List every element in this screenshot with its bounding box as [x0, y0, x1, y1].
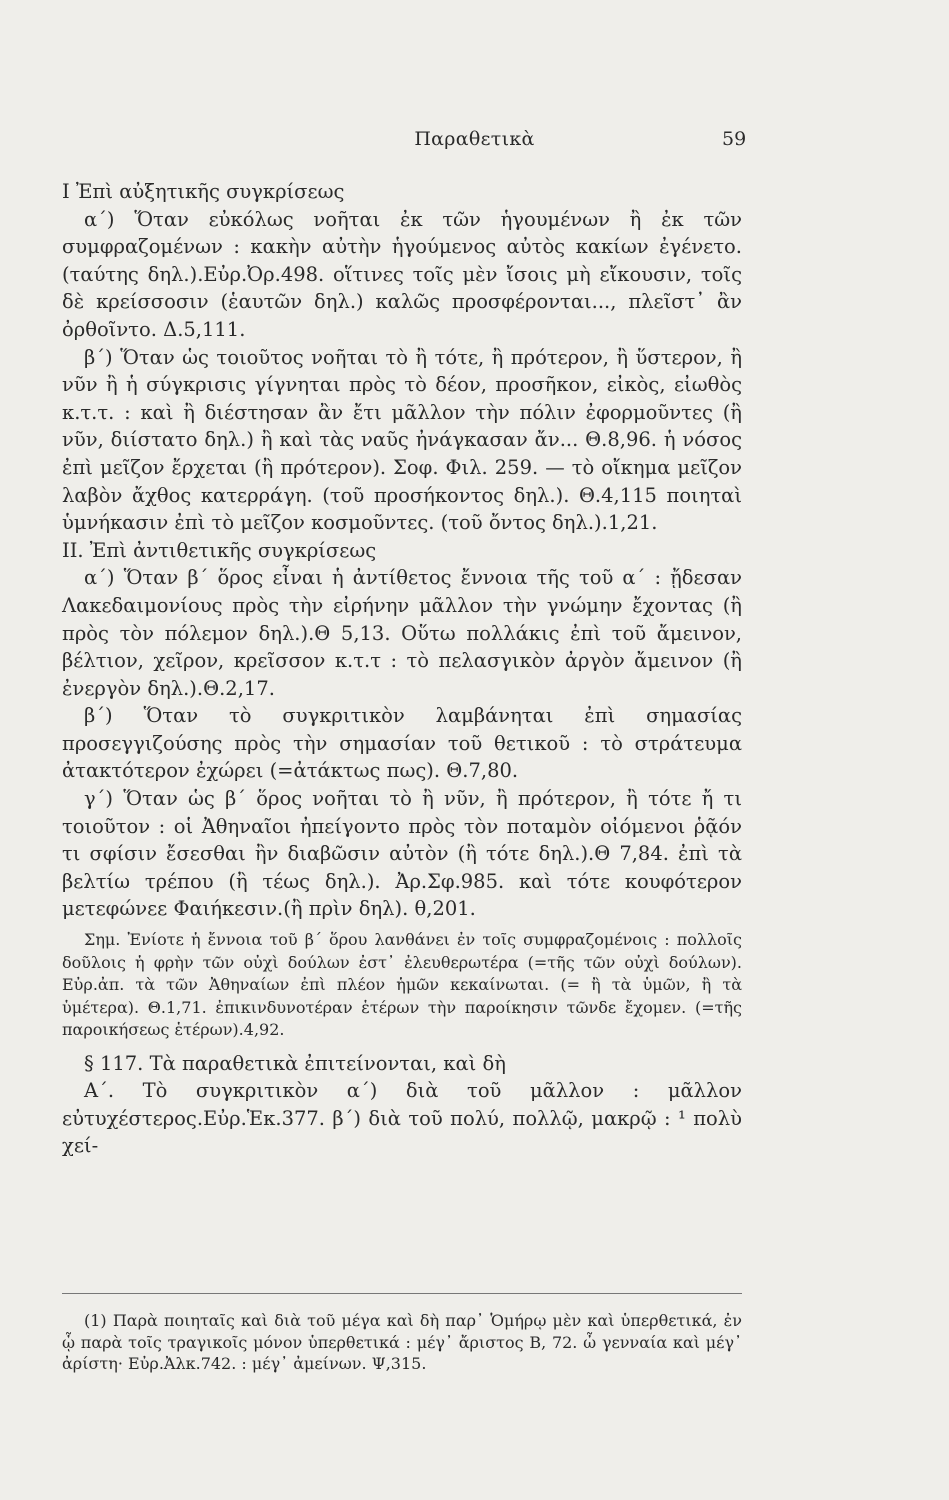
running-title: Παραθετικὰ	[414, 128, 535, 150]
paragraph-i-alpha: α΄) Ὅταν εὐκόλως νοῆται ἐκ τῶν ἡγουμένων ἢ ἐκ τῶν συμφραζομένων : κακὴν αὐτὴν ἡγούμενος αὐτὸς κακίων ἐγένετο. (ταύτης δηλ.).Εὐρ.Ὀρ.498. οἵτινες τοῖς μὲν ἴσοις μὴ εἴκουσιν, τοῖς δὲ κρείσσοσιν (ἑαυτῶν δηλ.) καλῶς προσφέρονται..., πλεῖστ᾽ ἂν ὀρθοῖντο. Δ.5,111.	[62, 207, 742, 341]
heading-i: Ι Ἐπὶ αὐξητικῆς συγκρίσεως	[62, 180, 345, 203]
paragraph-ii-gamma: γ΄) Ὅταν ὡς β΄ ὅρος νοῆται τὸ ἢ νῦν, ἢ πρότερον, ἢ τότε ἤ τι τοιοῦτον : οἱ Ἀθηναῖοι ἠπείγοντο πρὸς τὸν ποταμὸν οἰόμενοι ῥᾷόν τι σφίσιν ἔσεσθαι ἢν διαβῶσιν αὐτὸν (ἢ τότε δηλ.).Θ 7,84. ἐπὶ τὰ βελτίω τρέπου (ἢ τέως δηλ.). Ἀρ.Σφ.985. καὶ τότε κουφότερον μετεφώνεε Φαιήκεσιν.(ἢ πρὶν δηλ). θ,201.	[62, 787, 742, 921]
remark-text: Σημ. Ἐνίοτε ἡ ἔννοια τοῦ β΄ ὅρου λανθάνει ἐν τοῖς συμφραζομένοις : πολλοῖς δοῦλοις ἡ φρὴν τῶν οὐχὶ δούλων ἐστ᾽ ἐλευθερωτέρα (=τῆς τῶν οὐχὶ δούλων). Εὐρ.ἀπ. τὰ τῶν Ἀθηναίων ἐπὶ πλέον ἡμῶν κεκαίνωται. (= ἢ τὰ ὑμῶν, ἢ τὰ ὑμέτερα). Θ.1,71. ἐπικινδυνοτέραν ἑτέρων τὴν παροίκησιν τῶνδε ἔχομεν. (=τῆς παροικήσεως ἑτέρων).4,92.	[62, 930, 742, 1040]
footnote-divider	[62, 1293, 742, 1294]
heading-ii: ΙΙ. Ἐπὶ ἀντιθετικῆς συγκρίσεως	[62, 538, 377, 562]
main-text	[62, 178, 742, 1160]
paragraph-ii-beta: β΄) Ὅταν τὸ συγκριτικὸν λαμβάνηται ἐπὶ σημασίας προσεγγιζούσης πρὸς τὴν σημασίαν τοῦ θετικοῦ : τὸ στράτευμα ἀτακτότερον ἐχώρει (=ἀτάκτως πως). Θ.7,80.	[62, 704, 742, 783]
paragraph-i-beta: β΄) Ὅταν ὡς τοιοῦτος νοῆται τὸ ἢ τότε, ἢ πρότερον, ἢ ὕστερον, ἢ νῦν ἢ ἡ σύγκρισις γίγνηται πρὸς τὸ δέον, προσῆκον, εἰκὸς, εἰωθὸς κ.τ.τ. : καὶ ἢ διέστησαν ἂν ἔτι μᾶλλον τὴν πόλιν ἐφορμοῦντες (ἢ νῦν, διίστατο δηλ.) ἢ καὶ τὰς ναῦς ἠνάγκασαν ἄν... Θ.8,96. ἡ νόσος ἐπὶ μεῖζον ἔρχεται (ἢ πρότερον). Σοφ. Φιλ. 259. — τὸ οἴκημα μεῖζον λαβὸν ἄχθος κατερράγη. (τοῦ προσήκοντος δηλ.). Θ.4,115 ποιηταὶ ὑμνήκασιν ἐπὶ τὸ μεῖζον κοσμοῦντες. (τοῦ ὄντος δηλ.).1,21.	[62, 345, 742, 535]
footnote-1: (1) Παρὰ ποιηταῖς καὶ διὰ τοῦ μέγα καὶ δὴ παρ᾽ Ὁμήρῳ μὲν καὶ ὑπερθετικά, ἐν ᾧ παρὰ τοῖς τραγικοῖς μόνον ὑπερθετικά : μέγ᾽ ἄριστος Β, 72. ὦ γενναία καὶ μέγ᾽ ἀρίστη· Εὐρ.Ἀλκ.742. : μέγ᾽ ἀμείνων. Ψ,315.	[62, 1311, 742, 1373]
remark-note	[62, 929, 742, 1042]
page-number: 59	[722, 128, 747, 150]
paragraph-ii-alpha: α΄) Ὅταν β΄ ὅρος εἶναι ἡ ἀντίθετος ἔννοια τῆς τοῦ α΄ : ᾔδεσαν Λακεδαιμονίους πρὸς τὴν εἰρήνην μᾶλλον τὴν γνώμην ἔχοντας (ἢ πρὸς τὸν πόλεμον δηλ.).Θ 5,13. Οὕτω πολλάκις ἐπὶ τοῦ ἄμεινον, βέλτιον, χεῖρον, κρεῖσσον κ.τ.τ : τὸ πελασγικὸν ἀργὸν ἄμεινον (ἢ ἐνεργὸν δηλ.).Θ.2,17.	[62, 566, 742, 700]
section-117-a: Α΄. Τὸ συγκριτικὸν α΄) διὰ τοῦ μᾶλλον : μᾶλλον εὐτυχέστερος.Εὐρ.Ἑκ.377. β΄) διὰ τοῦ πολύ, πολλῷ, μακρῷ : ¹ πολὺ χεί-	[62, 1079, 742, 1158]
section-117-heading: § 117. Τὰ παραθετικὰ ἐπιτείνονται, καὶ δὴ	[84, 1051, 506, 1075]
footnotes	[62, 1310, 742, 1375]
